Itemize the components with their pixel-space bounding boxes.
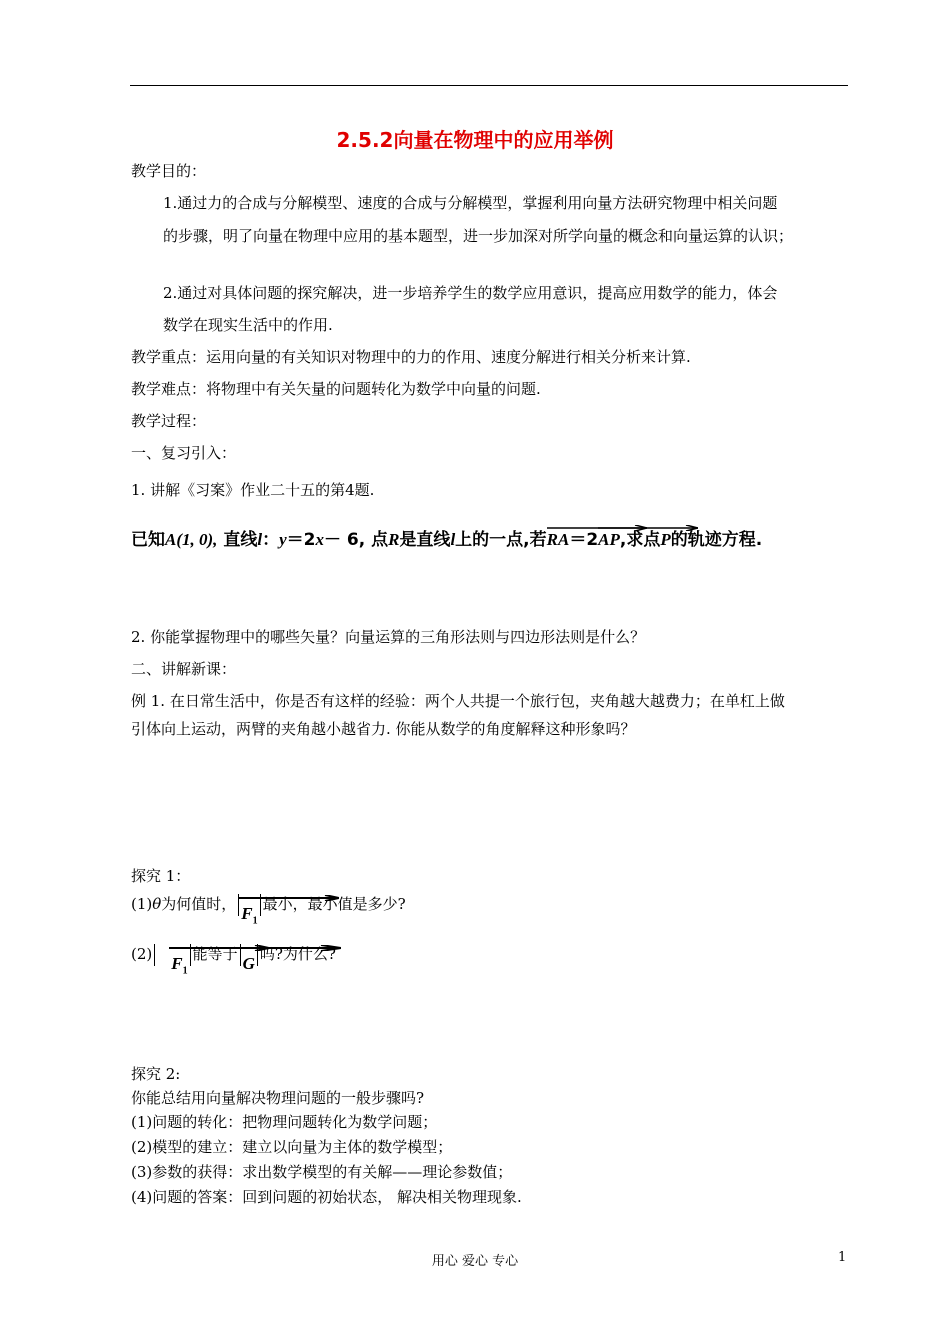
question-text: 最小，最小值是多少? bbox=[262, 895, 406, 913]
problem-math: l bbox=[450, 530, 456, 549]
problem-math: x bbox=[315, 530, 324, 549]
vector-arrow-icon bbox=[598, 525, 698, 531]
problem-text: 已知 bbox=[131, 530, 165, 550]
goal-2-line-1: 2.通过对具体问题的探究解决，进一步培养学生的数学应用意识，提高应用数学的能力，体会 bbox=[163, 284, 778, 302]
vector-label: F bbox=[241, 904, 253, 923]
problem-math: ＝2 bbox=[569, 530, 599, 550]
vector-label: F bbox=[171, 954, 183, 973]
problem-text: 上的一点,若 bbox=[455, 530, 547, 550]
explore-1-question-2 bbox=[131, 944, 336, 977]
problem-statement bbox=[131, 525, 762, 550]
step-4: (4)问题的答案：回到问题的初始状态， 解决相关物理现象. bbox=[131, 1188, 522, 1206]
review-item-2: 2. 你能掌握物理中的哪些矢量？向量运算的三角形法则与四边形法则是什么？ bbox=[131, 628, 646, 646]
vector-f1 bbox=[241, 904, 257, 931]
problem-math: y bbox=[279, 530, 287, 549]
question-text: 能等于 bbox=[192, 945, 238, 963]
vector-arrow-icon bbox=[241, 945, 341, 951]
example-1-line-1: 例 1. 在日常生活中，你是否有这样的经验：两个人共提一个旅行包，夹角越大越费力；在单杠上做 bbox=[131, 692, 785, 710]
vector-ra bbox=[547, 530, 570, 550]
problem-math: P bbox=[660, 530, 671, 549]
vector-label: AP bbox=[598, 530, 620, 549]
explore-2-heading: 探究 2: bbox=[131, 1065, 181, 1083]
problem-text: ： bbox=[262, 530, 280, 550]
step-2: (2)模型的建立：建立以向量为主体的数学模型； bbox=[131, 1138, 453, 1156]
problem-math: R bbox=[388, 530, 400, 549]
new-lesson-heading: 二、讲解新课： bbox=[131, 660, 237, 678]
problem-text: 的轨迹方程. bbox=[670, 530, 763, 550]
footer-motto: 用心 爱心 专心 bbox=[431, 1254, 519, 1269]
abs-bar bbox=[154, 944, 155, 966]
vector-label: G bbox=[242, 954, 255, 973]
question-number: (2) bbox=[131, 945, 153, 963]
question-number: (1) bbox=[131, 895, 153, 913]
question-text: 吗?为什么? bbox=[259, 945, 336, 963]
problem-text: 是直线 bbox=[399, 530, 451, 550]
step-3: (3)参数的获得：求出数学模型的有关解——理论参数值； bbox=[131, 1163, 513, 1181]
process-heading: 教学过程： bbox=[131, 412, 207, 430]
problem-text: － 6, 点 bbox=[323, 530, 389, 550]
review-item-1: 1. 讲解《习案》作业二十五的第4题. bbox=[131, 481, 375, 499]
goal-1-line-1: 1.通过力的合成与分解模型、速度的合成与分解模型，掌握利用向量方法研究物理中相关问题 bbox=[163, 194, 778, 212]
header-rule bbox=[130, 85, 848, 86]
step-1: (1)问题的转化：把物理问题转化为数学问题； bbox=[131, 1113, 438, 1131]
vector-arrow-icon bbox=[239, 895, 339, 901]
vector-subscript: 1 bbox=[182, 965, 188, 977]
goals-heading: 教学目的： bbox=[131, 162, 207, 180]
review-heading: 一、复习引入： bbox=[131, 444, 237, 462]
vector-g bbox=[243, 954, 255, 974]
example-1-line-2: 引体向上运动，两臂的夹角越小越省力. 你能从数学的角度解释这种形象吗？ bbox=[131, 720, 636, 738]
goal-1-line-2: 的步骤，明了向量在物理中应用的基本题型，进一步加深对所学向量的概念和向量运算的认识； bbox=[163, 227, 794, 245]
document-title: 2.5.2向量在物理中的应用举例 bbox=[336, 128, 614, 152]
problem-math: l bbox=[257, 530, 263, 549]
theta-symbol: θ bbox=[152, 895, 162, 913]
vector-ap bbox=[598, 530, 620, 550]
vector-f1 bbox=[171, 954, 187, 981]
explore-1-heading: 探究 1： bbox=[131, 867, 191, 885]
goal-2-line-2: 数学在现实生活中的作用. bbox=[163, 316, 333, 334]
question-text: 为何值时， bbox=[161, 895, 237, 913]
page-number: 1 bbox=[838, 1250, 847, 1265]
explore-1-question-1 bbox=[131, 894, 406, 927]
difficulty: 教学难点：将物理中有关矢量的问题转化为数学中向量的问题. bbox=[131, 380, 541, 398]
problem-text: 直线 bbox=[217, 530, 258, 550]
problem-math: A(1, 0), bbox=[165, 530, 218, 549]
vector-subscript: 1 bbox=[252, 915, 258, 927]
problem-text: ,求点 bbox=[619, 530, 661, 550]
key-point: 教学重点：运用向量的有关知识对物理中的力的作用、速度分解进行相关分析来计算. bbox=[131, 348, 691, 366]
summary-question: 你能总结用向量解决物理问题的一般步骤吗? bbox=[131, 1089, 425, 1107]
problem-math: ＝2 bbox=[286, 530, 316, 550]
vector-label: RA bbox=[546, 530, 570, 549]
